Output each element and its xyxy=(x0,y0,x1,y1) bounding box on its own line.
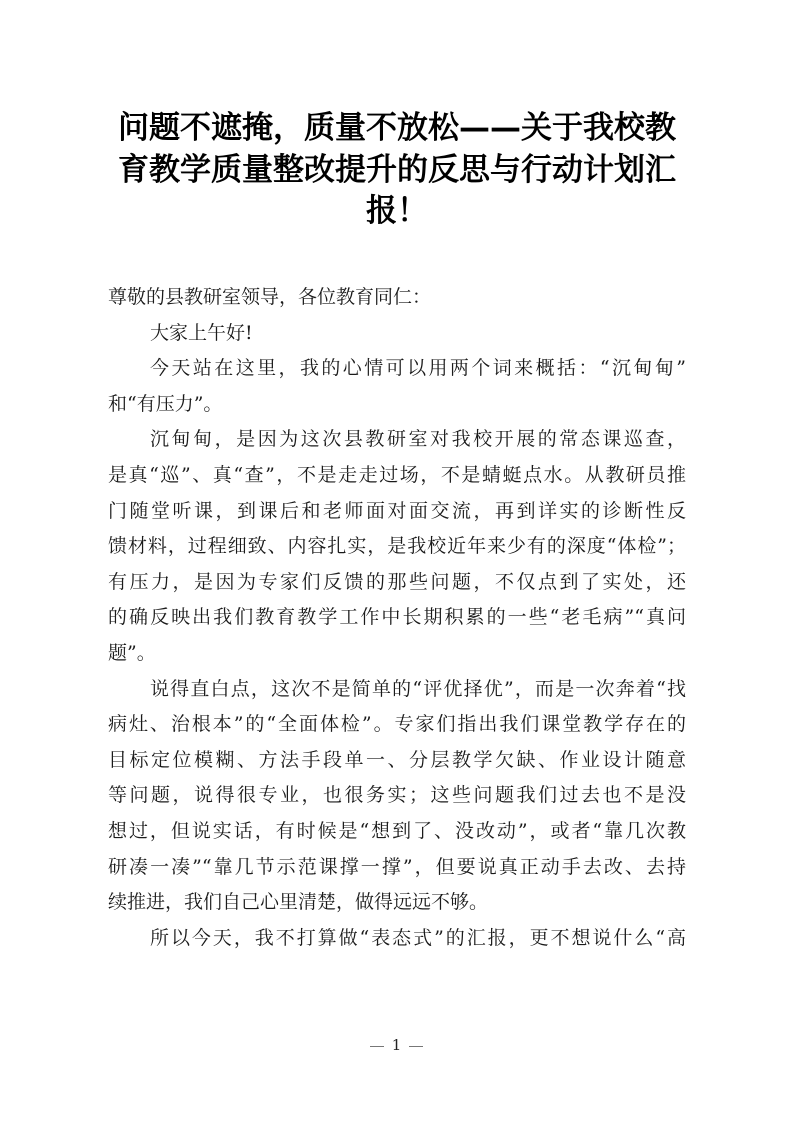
body-line: 目标定位模糊、方法手段单一、分层教学欠缺、作业设计随意 xyxy=(108,748,686,771)
body-line: 想过，但说实话，有时候是“想到了、没改动”，或者“靠几次教 xyxy=(108,819,686,842)
body-line: 沉甸甸，是因为这次县教研室对我校开展的常态课巡查， xyxy=(150,428,686,451)
body-line: 有压力，是因为专家们反馈的那些问题，不仅点到了实处，还 xyxy=(108,570,686,593)
document-body xyxy=(108,280,686,956)
body-line: 题”。 xyxy=(108,641,156,664)
document-title xyxy=(100,108,694,233)
body-line: 研凑一凑”“靠几节示范课撑一撑”，但要说真正动手去改、去持 xyxy=(108,855,686,878)
body-line: 是真“巡”、真“查”，不是走走过场，不是蜻蜓点水。从教研员推 xyxy=(108,463,686,486)
body-line: 所以今天，我不打算做“表态式”的汇报，更不想说什么“高 xyxy=(150,926,686,949)
footer-dash-right xyxy=(409,1046,423,1047)
body-line: 等问题，说得很专业，也很务实；这些问题我们过去也不是没 xyxy=(108,784,686,807)
body-line: 病灶、治根本”的“全面体检”。专家们指出我们课堂教学存在的 xyxy=(108,713,686,736)
body-line: 大家上午好! xyxy=(150,321,253,344)
title-line-1: 问题不遮掩，质量不放松——关于我校教 xyxy=(118,110,676,146)
body-line: 门随堂听课，到课后和老师面对面交流，再到详实的诊断性反 xyxy=(108,499,686,522)
body-line: 尊敬的县教研室领导，各位教育同仁： xyxy=(108,286,432,308)
body-line: 的确反映出我们教育教学工作中长期积累的一些“老毛病”“真问 xyxy=(108,606,686,629)
title-line-3: 报！ xyxy=(366,193,428,229)
body-line: 说得直白点，这次不是简单的“评优择优”，而是一次奔着“找 xyxy=(150,677,686,700)
title-line-2: 育教学质量整改提升的反思与行动计划汇 xyxy=(118,151,676,188)
body-line: 今天站在这里，我的心情可以用两个词来概括：“沉甸甸” xyxy=(150,357,686,380)
body-line: 和“有压力”。 xyxy=(108,392,223,415)
body-line: 续推进，我们自己心里清楚，做得远远不够。 xyxy=(108,891,489,914)
page-footer xyxy=(0,1036,793,1054)
page-number: 1 xyxy=(391,1036,402,1054)
footer-dash-left xyxy=(370,1046,384,1047)
body-line: 馈材料，过程细致、内容扎实，是我校近年来少有的深度“体检”； xyxy=(108,535,686,558)
